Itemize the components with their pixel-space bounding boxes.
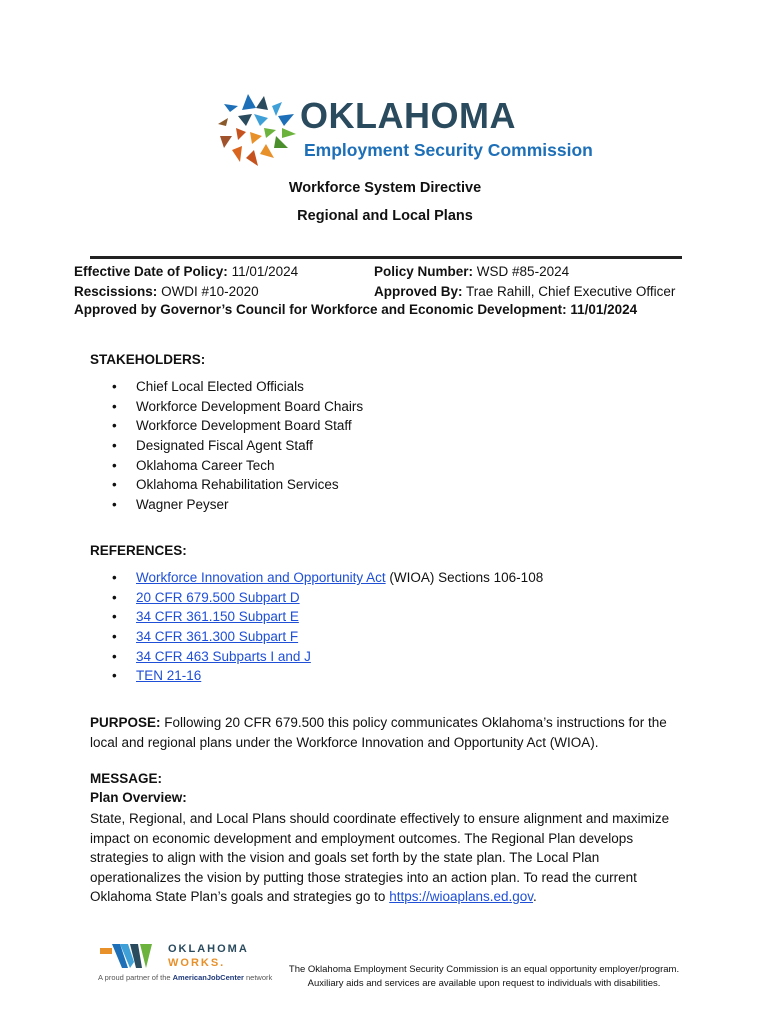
- list-item: • Workforce Innovation and Opportunity Act (WIOA) Sections 106-108: [112, 568, 543, 588]
- bullet-icon: •: [112, 589, 117, 605]
- policy-number-value: WSD #85-2024: [476, 264, 570, 279]
- council-approval: Approved by Governor’s Council for Workforce and Economic Development: 11/01/2024: [74, 302, 638, 317]
- list-item: • Oklahoma Rehabilitation Services: [112, 475, 363, 495]
- bullet-icon: •: [112, 418, 117, 434]
- references-heading: REFERENCES:: [90, 543, 187, 558]
- list-item: • Wagner Peyser: [112, 495, 363, 515]
- effective-date-label: Effective Date of Policy:: [74, 264, 228, 279]
- list-item: • Oklahoma Career Tech: [112, 456, 363, 476]
- purpose-paragraph: [90, 713, 690, 752]
- effective-date-value: 11/01/2024: [231, 264, 299, 279]
- bullet-icon: •: [112, 570, 117, 585]
- notice-line-1: The Oklahoma Employment Security Commission is an equal opportunity employer/program.: [288, 964, 680, 975]
- bullet-icon: •: [112, 438, 117, 454]
- references-list: [112, 568, 543, 686]
- stakeholders-heading: STAKEHOLDERS:: [90, 352, 206, 367]
- policy-number: [374, 264, 569, 279]
- partner-line: A proud partner of the AmericanJobCenter network: [98, 973, 273, 982]
- effective-date: [74, 264, 298, 279]
- logo-title: OKLAHOMA: [300, 95, 516, 136]
- oesc-logo: [216, 92, 593, 172]
- logo-subtitle: Employment Security Commission: [304, 140, 593, 160]
- message-paragraph: State, Regional, and Local Plans should coordinate effectively to ensure alignment and maximize impact on economic development and employment outcomes. The Regional Plan develops strategies to align with the vision and goals set forth by the state plan. The Local Plan operationalizes the vision by putting those strategies into an action plan. To read the current Oklahoma State Plan’s goals and strategies go to https://wioaplans.ed.gov.: [90, 811, 670, 904]
- bullet-icon: •: [112, 648, 117, 664]
- reference-link-wioa[interactable]: Workforce Innovation and Opportunity Act: [136, 570, 386, 585]
- plan-overview-heading: Plan Overview:: [90, 790, 187, 805]
- bullet-icon: •: [112, 379, 117, 394]
- oklahoma-works-title: OKLAHOMA: [168, 943, 249, 955]
- rescissions: [74, 284, 259, 299]
- document-title: Regional and Local Plans: [297, 208, 473, 224]
- policy-number-label: Policy Number:: [374, 264, 474, 279]
- american-job-center-brand: AmericanJobCenter: [172, 973, 244, 982]
- bullet-icon: •: [112, 398, 117, 414]
- purpose-label: PURPOSE:: [90, 715, 161, 730]
- oklahoma-works-subtitle: WORKS.: [168, 957, 226, 969]
- list-item: • Workforce Development Board Staff: [112, 416, 363, 436]
- document-type: Workforce System Directive: [288, 180, 482, 196]
- oklahoma-works-logo: [98, 940, 273, 988]
- list-item: [112, 627, 543, 647]
- reference-link-34cfr361-300[interactable]: 34 CFR 361.300 Subpart F: [136, 629, 299, 645]
- list-item: [112, 647, 543, 667]
- list-item: [112, 666, 543, 686]
- message-text: State, Regional, and Local Plans should coordinate effectively to ensure alignment and maximize impact on economic development and employment outcomes. The Regional Plan develops strategies to align with the vision and goals set forth by the state plan. The Local Plan operationalizes the vision by putting those strategies into an action plan. To read the current Oklahoma State Plan’s goals and strategies go to: [90, 811, 670, 904]
- reference-link-34cfr361-150[interactable]: 34 CFR 361.150 Subpart E: [136, 609, 299, 625]
- reference-link-34cfr463[interactable]: 34 CFR 463 Subparts I and J: [136, 648, 311, 664]
- equal-opportunity-notice: [276, 963, 692, 991]
- divider: [90, 256, 682, 259]
- rescissions-value: OWDI #10-2020: [161, 284, 259, 299]
- rescissions-label: Rescissions:: [74, 284, 158, 299]
- bullet-icon: •: [112, 457, 117, 473]
- approved-by-label: Approved By:: [374, 284, 463, 299]
- approved-by-value: Trae Rahill, Chief Executive Officer: [466, 284, 676, 299]
- purpose-text: Following 20 CFR 679.500 this policy communicates Oklahoma’s instructions for the local and regional plans under the Workforce Innovation and Opportunity Act (WIOA).: [90, 715, 667, 750]
- message-heading: MESSAGE:: [90, 771, 163, 786]
- wioa-plans-link[interactable]: https://wioaplans.ed.gov: [389, 889, 534, 904]
- list-item: • Designated Fiscal Agent Staff: [112, 436, 363, 456]
- bullet-icon: •: [112, 497, 117, 513]
- bullet-icon: •: [112, 668, 117, 684]
- oklahoma-works-mark-icon: [98, 940, 158, 974]
- oklahoma-star-icon: [216, 92, 300, 172]
- bullet-icon: •: [112, 477, 117, 493]
- list-item: • Workforce Development Board Chairs: [112, 397, 363, 417]
- reference-link-ten-21-16[interactable]: TEN 21-16: [136, 668, 202, 684]
- list-item: • Chief Local Elected Officials: [112, 377, 363, 397]
- bullet-icon: •: [112, 629, 117, 645]
- list-item: [112, 607, 543, 627]
- stakeholders-list: [112, 377, 363, 515]
- notice-line-2: Auxiliary aids and services are available upon request to individuals with disabilities.: [307, 978, 661, 989]
- bullet-icon: •: [112, 609, 117, 625]
- approved-by: [374, 284, 675, 299]
- list-item: [112, 588, 543, 608]
- reference-link-20cfr679[interactable]: 20 CFR 679.500 Subpart D: [136, 589, 300, 605]
